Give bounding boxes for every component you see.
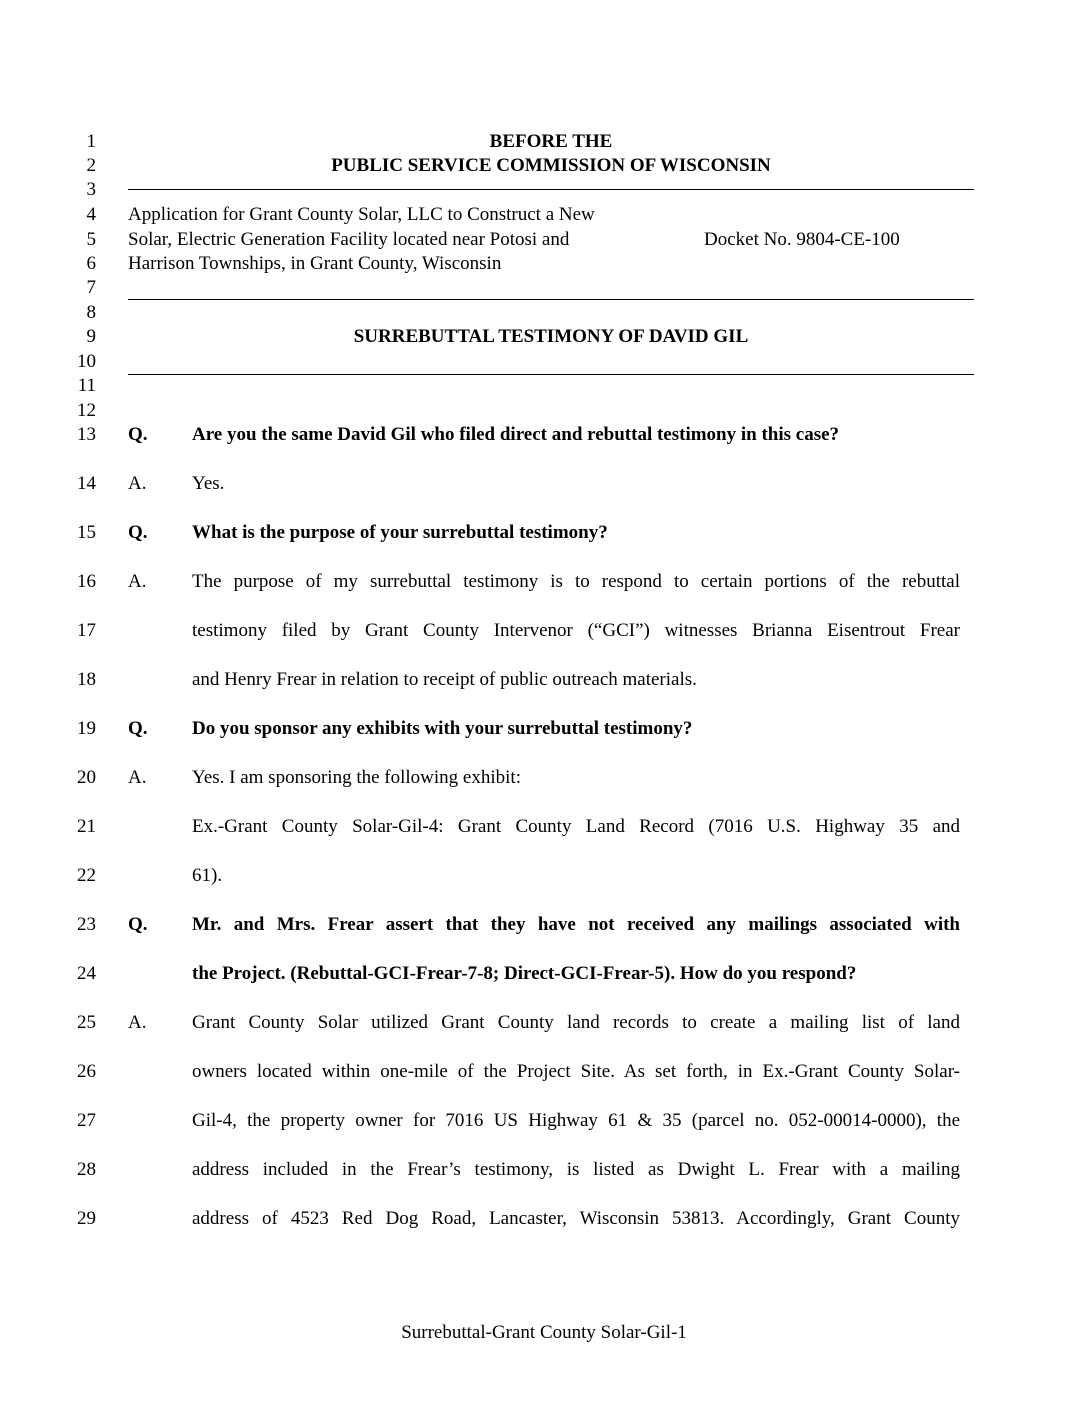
line-number: 14: [77, 473, 96, 494]
question-label: Q.: [128, 914, 148, 935]
caption-line: Application for Grant County Solar, LLC to Construct a New: [128, 204, 595, 225]
docket-number: Docket No. 9804-CE-100: [704, 229, 900, 250]
line-number: 23: [77, 914, 96, 935]
answer-text: address of 4523 Red Dog Road, Lancaster, Wisconsin 53813. Accordingly, Grant County: [192, 1208, 960, 1229]
line-number: 17: [77, 620, 96, 641]
answer-text: and Henry Frear in relation to receipt of public outreach materials.: [192, 669, 697, 690]
line-number: 28: [77, 1159, 96, 1180]
header-before-the: BEFORE THE: [489, 131, 613, 152]
question-text: Do you sponsor any exhibits with your surrebuttal testimony?: [192, 718, 693, 739]
answer-text: Yes.: [192, 473, 225, 494]
answer-text: owners located within one-mile of the Project Site. As set forth, in Ex.-Grant County Solar-: [192, 1061, 960, 1082]
answer-label: A.: [128, 571, 147, 592]
header-commission: PUBLIC SERVICE COMMISSION OF WISCONSIN: [331, 155, 771, 176]
line-number: 18: [77, 669, 96, 690]
line-number: 24: [77, 963, 96, 984]
line-number: 2: [86, 155, 96, 176]
divider: [128, 374, 974, 375]
line-number: 22: [77, 865, 96, 886]
caption-line: Harrison Townships, in Grant County, Wisconsin: [128, 253, 502, 274]
line-number: 13: [77, 424, 96, 445]
document-title: SURREBUTTAL TESTIMONY OF DAVID GIL: [353, 326, 749, 347]
question-label: Q.: [128, 522, 148, 543]
line-number: 12: [77, 400, 96, 421]
line-number: 19: [77, 718, 96, 739]
question-text: Mr. and Mrs. Frear assert that they have not received any mailings associated with: [192, 914, 960, 935]
line-number: 26: [77, 1061, 96, 1082]
line-number: 10: [77, 351, 96, 372]
line-number: 5: [86, 229, 96, 250]
answer-label: A.: [128, 1012, 147, 1033]
answer-text: Yes. I am sponsoring the following exhibit:: [192, 767, 521, 788]
divider: [128, 189, 974, 190]
line-number: 8: [86, 302, 96, 323]
line-number: 1: [86, 131, 96, 152]
page-footer: Surrebuttal-Grant County Solar-Gil-1: [401, 1322, 687, 1343]
question-text: Are you the same David Gil who filed direct and rebuttal testimony in this case?: [192, 424, 840, 445]
question-label: Q.: [128, 718, 148, 739]
line-number: 16: [77, 571, 96, 592]
line-number: 11: [77, 375, 96, 396]
line-number: 25: [77, 1012, 96, 1033]
divider: [128, 299, 974, 300]
answer-text: Gil-4, the property owner for 7016 US Highway 61 & 35 (parcel no. 052-00014-0000), the: [192, 1110, 960, 1131]
answer-label: A.: [128, 473, 147, 494]
line-number: 20: [77, 767, 96, 788]
caption-line: Solar, Electric Generation Facility located near Potosi and: [128, 229, 570, 250]
question-label: Q.: [128, 424, 148, 445]
question-text: the Project. (Rebuttal-GCI-Frear-7-8; Direct-GCI-Frear-5). How do you respond?: [192, 963, 857, 984]
answer-label: A.: [128, 767, 147, 788]
answer-text: Grant County Solar utilized Grant County land records to create a mailing list of land: [192, 1012, 960, 1033]
answer-text: testimony filed by Grant County Intervenor (“GCI”) witnesses Brianna Eisentrout Frear: [192, 620, 960, 641]
question-text: What is the purpose of your surrebuttal testimony?: [192, 522, 608, 543]
line-number: 27: [77, 1110, 96, 1131]
line-number: 9: [86, 326, 96, 347]
line-number: 15: [77, 522, 96, 543]
exhibit-reference: 61).: [192, 865, 223, 886]
line-number: 6: [86, 253, 96, 274]
line-number: 7: [86, 277, 96, 298]
exhibit-reference: Ex.-Grant County Solar-Gil-4: Grant County Land Record (7016 U.S. Highway 35 and: [192, 816, 960, 837]
answer-text: The purpose of my surrebuttal testimony is to respond to certain portions of the rebuttal: [192, 571, 960, 592]
line-number: 4: [86, 204, 96, 225]
answer-text: address included in the Frear’s testimony, is listed as Dwight L. Frear with a mailing: [192, 1159, 960, 1180]
line-number: 21: [77, 816, 96, 837]
line-number: 29: [77, 1208, 96, 1229]
line-number: 3: [86, 179, 96, 200]
